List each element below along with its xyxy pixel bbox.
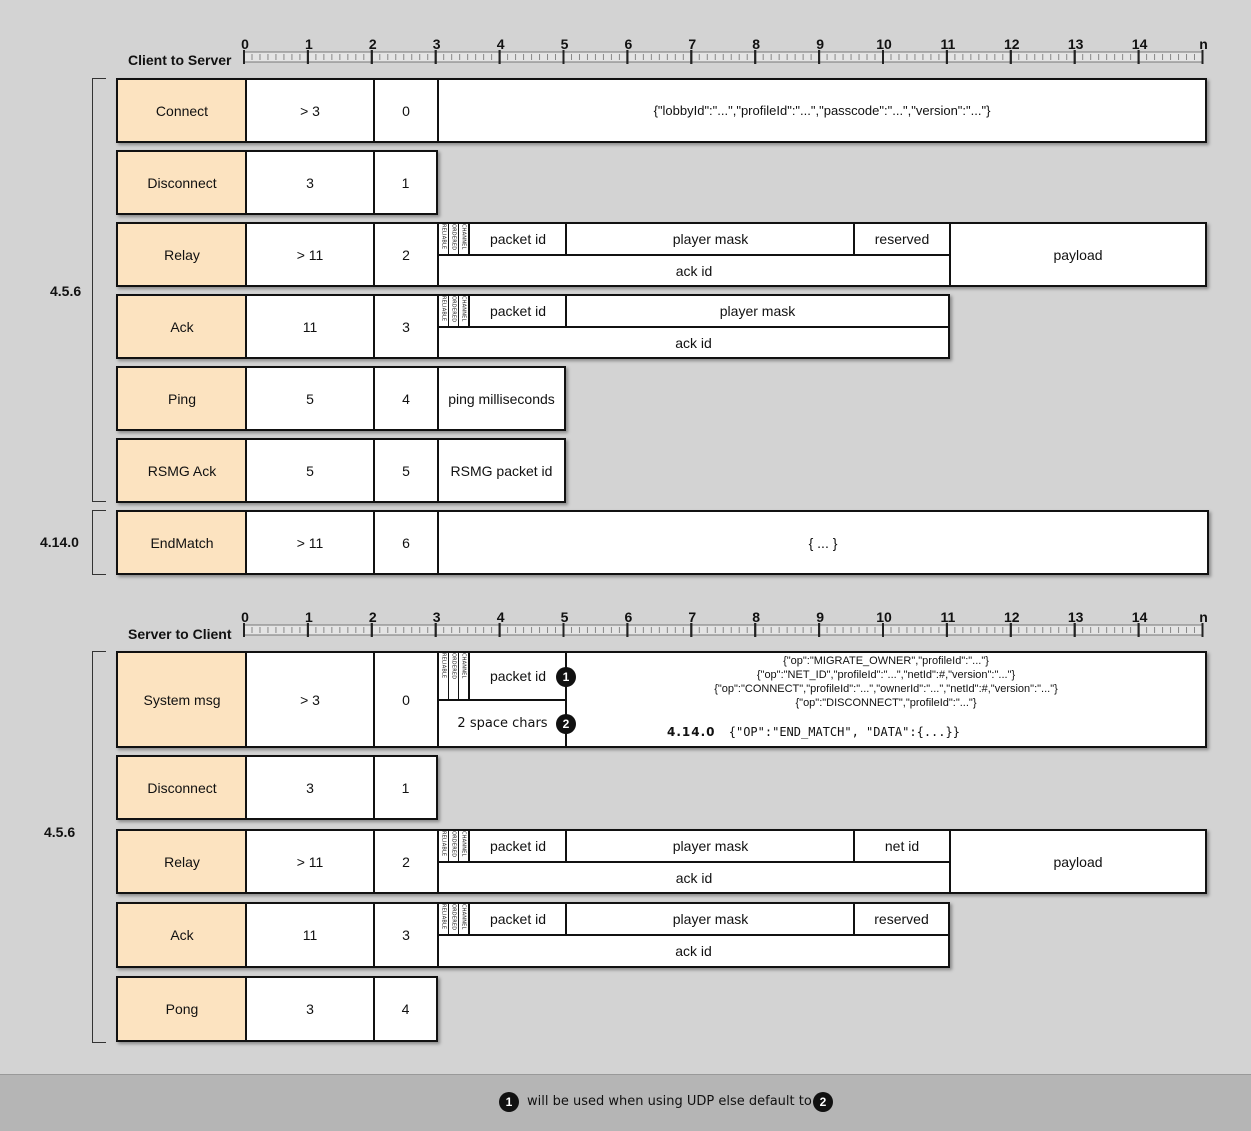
ruler-tick-label: 14 (1131, 609, 1148, 625)
ruler-tick-label: 4 (496, 609, 505, 625)
packet-opcode: 1 (401, 779, 410, 796)
ruler-tick-label: 13 (1067, 36, 1084, 52)
ruler-tick-label: 0 (241, 36, 249, 52)
packet-id-field: packet id (489, 231, 547, 247)
packet-disconnect-server (116, 755, 438, 820)
packet-opcode: 3 (402, 318, 410, 335)
ruler-tick-label: 6 (624, 36, 633, 52)
packet-opcode: 5 (402, 462, 410, 479)
ruler-tick-label: 7 (688, 36, 697, 52)
packet-length: 3 (306, 779, 314, 796)
version-label-server-456: 4.5.6 (44, 824, 76, 840)
footer-badge-2: 2 (813, 1092, 833, 1112)
flag-ordered: ORDERED (450, 224, 457, 251)
end-match-json: {"OP":"END_MATCH", "DATA":{...}} (728, 725, 960, 739)
packet-length: 11 (302, 927, 318, 943)
badge-1: 1 (556, 667, 576, 687)
packet-name: Connect (118, 80, 246, 141)
flag-ordered: ORDERED (450, 831, 457, 858)
packet-name: Ack (118, 296, 246, 357)
ruler-tick-label: 8 (752, 36, 761, 52)
flag-ordered: ORDERED (450, 296, 457, 323)
packet-pong (116, 976, 438, 1042)
packet-length: > 11 (296, 534, 324, 551)
footer-text: will be used when using UDP else default to (527, 1094, 812, 1109)
ack-id-field: ack id (675, 334, 712, 351)
flag-channel: CHANNEL (460, 904, 467, 930)
connect-payload: {"lobbyId":"...","profileId":"...","passcode":"...","version":"..."} (653, 103, 991, 118)
flag-reliable: RELIABLE (440, 653, 447, 679)
packet-opcode: 2 (402, 853, 410, 870)
packet-relay-server (116, 829, 1207, 894)
ruler-tick-label: 10 (876, 36, 892, 52)
system-msg-line: {"op":"NET_ID","profileId":"...","netId":#,"version":"..."} (756, 669, 1016, 681)
packet-name: Disconnect (118, 152, 246, 213)
packet-opcode: 6 (402, 534, 410, 551)
packet-length: 11 (302, 318, 318, 335)
ruler-tick-label: 5 (560, 36, 569, 52)
flag-bits (439, 653, 470, 699)
ruler-tick-label: 3 (432, 609, 441, 625)
packet-ack-server (116, 902, 950, 968)
packet-name: System msg (118, 653, 246, 746)
packet-opcode: 0 (402, 691, 410, 708)
packet-id-field: packet id (489, 668, 547, 684)
client-to-server-title: Client to Server (128, 52, 232, 68)
badge-2: 2 (556, 714, 576, 734)
packet-opcode: 4 (401, 1001, 410, 1017)
packet-name: Ping (118, 368, 246, 429)
flag-ordered: ORDERED (450, 904, 457, 931)
end-match-version: 4.14.0 (667, 725, 716, 739)
ruler-tick-label: 1 (304, 36, 313, 52)
reserved-field: reserved (874, 231, 930, 247)
packet-opcode: 2 (402, 246, 410, 263)
space-chars-field: 2 space chars (457, 716, 548, 731)
system-msg-line: {"op":"MIGRATE_OWNER","profileId":"..."} (783, 655, 989, 667)
ruler-tick-label: 10 (876, 609, 892, 625)
packet-id-field: packet id (489, 911, 547, 927)
flag-reliable: RELIABLE (440, 831, 447, 857)
packet-ack (116, 294, 950, 359)
end-match-line (667, 725, 960, 739)
ruler-tick-label: 8 (752, 609, 761, 625)
reserved-field: reserved (874, 911, 929, 927)
ack-id-field: ack id (675, 869, 713, 886)
ruler-tick-label: 4 (496, 36, 505, 52)
ruler-tick-label: 3 (432, 36, 441, 52)
packet-length: > 11 (296, 853, 324, 870)
packet-length: 3 (306, 1001, 314, 1017)
packet-name: RSMG Ack (118, 440, 246, 501)
version-bracket-endmatch (92, 510, 106, 575)
payload-field: payload (1053, 853, 1103, 870)
client-ruler-scale (240, 50, 1215, 70)
ruler-tick-label: 5 (560, 609, 569, 625)
packet-ping (116, 366, 566, 431)
system-msg-line: {"op":"CONNECT","profileId":"...","ownerId":"...","netId":#,"version":"..."} (714, 683, 1058, 695)
version-label-client-456: 4.5.6 (50, 283, 82, 299)
flag-channel: CHANNEL (460, 831, 467, 857)
flag-reliable: RELIABLE (440, 296, 447, 322)
packet-name: Relay (118, 224, 246, 285)
ruler-tick-label: 9 (816, 609, 824, 625)
server-ruler (0, 600, 1251, 650)
flag-channel: CHANNEL (460, 296, 467, 322)
packet-opcode: 0 (402, 102, 410, 119)
ruler-tick-label: 11 (940, 36, 956, 52)
payload-field: payload (1053, 246, 1103, 263)
player-mask-field: player mask (672, 231, 749, 247)
packet-disconnect (116, 150, 438, 215)
packet-opcode: 1 (401, 174, 410, 191)
endmatch-payload: { ... } (808, 534, 838, 551)
packet-length: 5 (306, 462, 314, 479)
flag-bits (439, 296, 470, 326)
packet-id-field: packet id (489, 303, 547, 319)
packet-name: Pong (118, 978, 246, 1040)
ack-id-field: ack id (675, 262, 713, 279)
flag-channel: CHANNEL (460, 224, 467, 250)
packet-length: > 3 (300, 102, 320, 119)
ruler-tick-label: 6 (624, 609, 633, 625)
client-ruler (0, 0, 1251, 75)
packet-name: Relay (118, 831, 246, 892)
system-msg-payloads (567, 653, 1205, 746)
ruler-tick-label: n (1199, 609, 1208, 625)
version-bracket-server (92, 651, 106, 1043)
ruler-tick-label: 0 (241, 609, 249, 625)
system-msg-line: {"op":"DISCONNECT","profileId":"..."} (795, 697, 977, 709)
version-bracket-client (92, 78, 106, 502)
ruler-tick-label: n (1199, 36, 1208, 52)
footer-legend (0, 1074, 1251, 1131)
ping-milliseconds-field: ping milliseconds (448, 390, 555, 407)
packet-length: 3 (306, 174, 314, 191)
player-mask-field: player mask (672, 838, 749, 854)
flag-bits (439, 904, 470, 934)
packet-relay (116, 222, 1207, 287)
ruler-tick-label: 14 (1131, 36, 1148, 52)
packet-length: 5 (306, 390, 314, 407)
ruler-tick-label: 2 (368, 36, 377, 52)
packet-connect (116, 78, 1207, 143)
flag-reliable: RELIABLE (440, 904, 447, 930)
footer-badge-1: 1 (499, 1092, 519, 1112)
packet-system-msg (116, 651, 1207, 748)
packet-opcode: 4 (402, 390, 410, 407)
server-ruler-scale (240, 623, 1215, 643)
packet-name: Ack (118, 904, 246, 966)
rsmg-packet-id-field: RSMG packet id (450, 462, 553, 479)
packet-opcode: 3 (402, 927, 410, 943)
player-mask-field: player mask (719, 303, 796, 319)
flag-reliable: RELIABLE (440, 224, 447, 250)
packet-length: > 3 (300, 691, 320, 708)
ruler-tick-label: 1 (304, 609, 313, 625)
packet-id-field: packet id (489, 838, 547, 854)
packet-rsmg-ack (116, 438, 566, 503)
ruler-tick-label: 12 (1004, 36, 1020, 52)
ruler-tick-label: 9 (816, 36, 824, 52)
ruler-tick-label: 2 (368, 609, 377, 625)
packet-name: Disconnect (118, 757, 246, 818)
packet-name: EndMatch (118, 512, 246, 573)
net-id-field: net id (884, 838, 920, 854)
ack-id-field: ack id (675, 943, 712, 959)
flag-bits (439, 831, 470, 861)
ruler-tick-label: 12 (1004, 609, 1020, 625)
player-mask-field: player mask (672, 911, 749, 927)
packet-length: > 11 (296, 246, 324, 263)
server-to-client-title: Server to Client (128, 626, 232, 642)
flag-ordered: ORDERED (450, 653, 457, 680)
ruler-tick-label: 11 (940, 609, 956, 625)
flag-bits (439, 224, 470, 254)
packet-endmatch (116, 510, 1209, 575)
ruler-tick-label: 13 (1067, 609, 1084, 625)
version-label-4140: 4.14.0 (40, 534, 79, 550)
flag-channel: CHANNEL (460, 653, 467, 679)
ruler-tick-label: 7 (688, 609, 697, 625)
